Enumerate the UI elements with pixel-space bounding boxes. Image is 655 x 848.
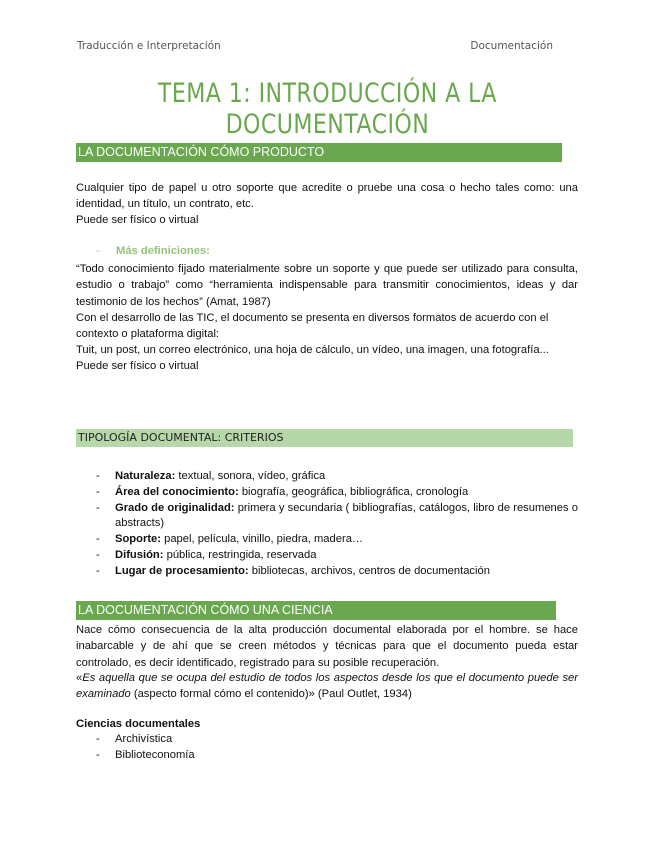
sciences-heading: Ciencias documentales xyxy=(76,718,201,730)
paragraph-formats: Tuit, un post, un correo electrónico, una hoja de cálculo, un vídeo, una imagen, una fotografía... xyxy=(76,344,549,356)
paragraph-fisico-virtual-2: Puede ser físico o virtual xyxy=(76,360,199,372)
subheading-mas-definiciones xyxy=(96,245,210,257)
list-item: - Soporte: papel, película, vinillo, piedra, madera… xyxy=(76,532,578,548)
header-left: Traducción e Interpretación xyxy=(77,40,221,52)
criteria-list xyxy=(76,469,578,580)
sciences-list xyxy=(76,732,195,764)
list-dash: - xyxy=(96,245,100,257)
paragraph-definition: Cualquier tipo de papel u otro soporte que acredite o pruebe una cosa o hecho tales como: una identidad, un título, un contrato, etc. xyxy=(76,182,578,211)
list-item: - Archivística xyxy=(76,732,195,748)
paragraph-nace: Nace cómo consecuencia de la alta producción documental elaborada por el hombre. se hace inabarcable y de ahí que se creen métodos y técnicas para que el documento pueda estar controlado, es decir identificado, registrado para su posible recuperación. xyxy=(76,624,578,669)
section-heading-producto: LA DOCUMENTACIÓN CÓMO PRODUCTO xyxy=(76,143,562,162)
paragraph-quote-amat: “Todo conocimiento fijado materialmente sobre un soporte y que puede ser utilizado para consulta, estudio o trabajo” como “herramienta indispensable para transmitir conocimientos, ideas y dar testimonio de los hechos” (Amat, 1987) xyxy=(76,263,578,308)
list-item: - Área del conocimiento: biografía, geográfica, bibliográfica, cronología xyxy=(76,485,578,501)
paragraph-fisico-virtual: Puede ser físico o virtual xyxy=(76,214,199,226)
subheading-label: Más definiciones: xyxy=(116,245,210,257)
list-item: - Lugar de procesamiento: bibliotecas, archivos, centros de documentación xyxy=(76,564,578,580)
section-heading-tipologia: TIPOLOGÍA DOCUMENTAL: CRITERIOS xyxy=(76,429,573,447)
paragraph-tic: Con el desarrollo de las TIC, el documento se presenta en diversos formatos de acuerdo con el contexto o plataforma digital: xyxy=(76,312,549,341)
page-title: TEMA 1: INTRODUCCIÓN A LA DOCUMENTACIÓN xyxy=(157,78,497,140)
header-right: Documentación xyxy=(470,40,553,52)
list-item: - Grado de originalidad: primera y secundaria ( bibliografías, catálogos, libro de resumenes o abstracts) xyxy=(76,501,578,533)
section-heading-ciencia: LA DOCUMENTACIÓN CÓMO UNA CIENCIA xyxy=(76,601,556,620)
list-item: - Biblioteconomía xyxy=(76,748,195,764)
list-item: - Naturaleza: textual, sonora, vídeo, gráfica xyxy=(76,469,578,485)
list-item: - Difusión: pública, restringida, reservada xyxy=(76,548,578,564)
paragraph-quote-outlet: «Es aquella que se ocupa del estudio de todos los aspectos desde los que el documento puede ser examinado (aspecto formal cómo el contenido)» (Paul Outlet, 1934) xyxy=(76,672,578,701)
